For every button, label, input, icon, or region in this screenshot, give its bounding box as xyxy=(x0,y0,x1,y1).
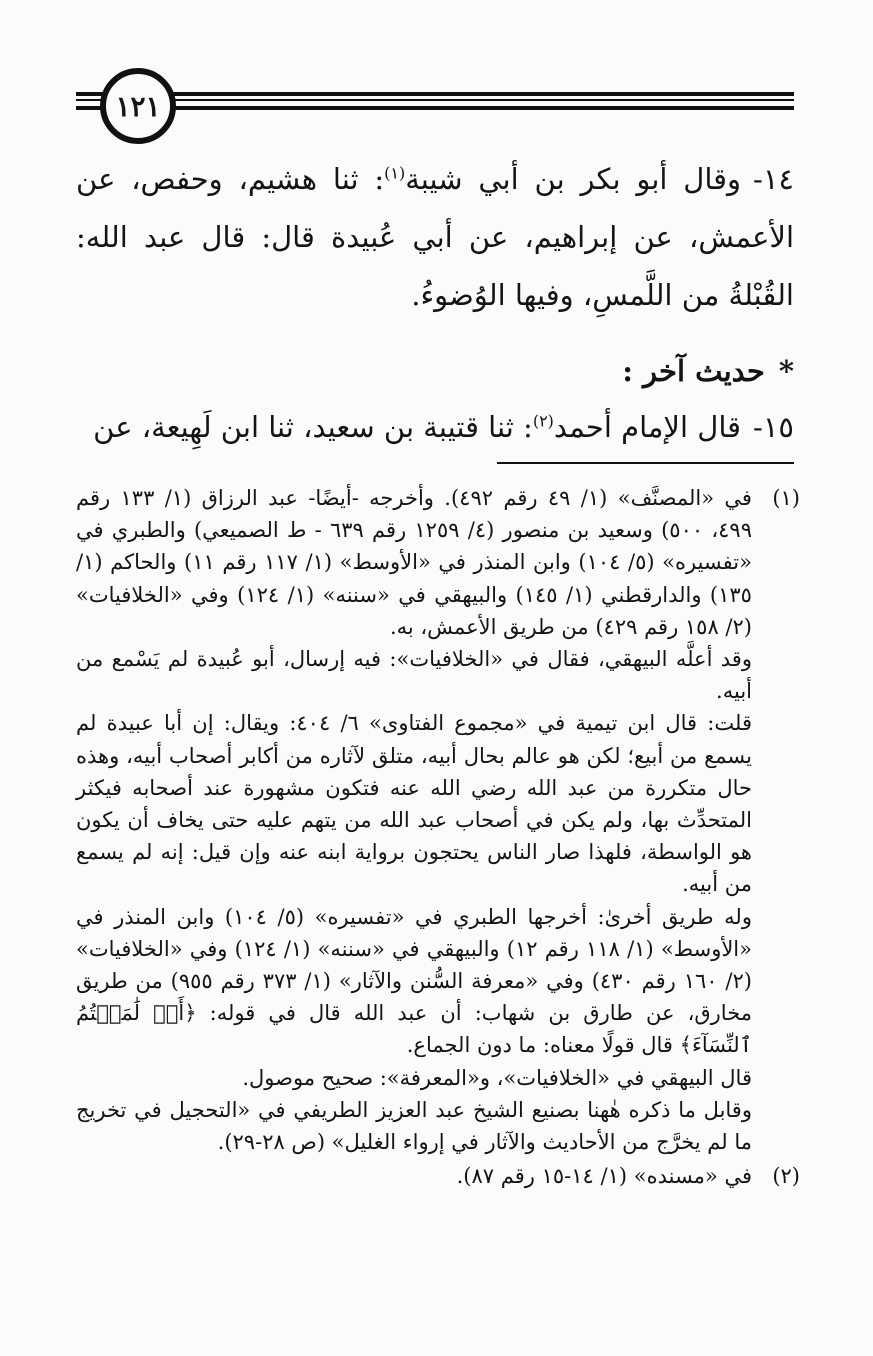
footnote-separator xyxy=(497,462,794,464)
main-text xyxy=(76,150,794,456)
paragraph-text: : ثنا هشيم، وحفص، عن الأعمش، عن إبراهيم، عن أبي عُبيدة قال: قال عبد الله: القُبْلةُ من اللَّمسِ، وفيها الوُضوءُ. xyxy=(76,162,794,312)
page-header xyxy=(0,0,873,140)
paragraph-number: ١٥- xyxy=(753,410,794,444)
footnote-2 xyxy=(76,1160,800,1192)
footnote-paragraph: وله طريق أخرىٰ: أخرجها الطبري في «تفسيره» (٥/ ١٠٤) وابن المنذر في «الأوسط» (١/ ١١٨ رقم ١٢) والبيهقي في «سننه» (١/ ١٢٤) وفي «الخلافيات» (٢/ ١٦٠ رقم ٤٣٠) وفي «معرفة السُّنن والآثار» (١/ ٣٧٣ رقم ٩٥٥) من طريق مخارق، عن طارق بن شهاب: أن عبد الله قال في قوله: ﴿أَوۡ لَٰمَسۡتُمُ ٱلنِّسَآءَ﴾ قال قولًا معناه: ما دون الجماع. xyxy=(76,904,752,1058)
footnote-paragraph: في «المصنَّف» (١/ ٤٩ رقم ٤٩٢). وأخرجه -أيضًا- عبد الرزاق (١/ ١٣٣ رقم ٤٩٩، ٥٠٠) وسعيد بن منصور (٤/ ١٢٥٩ رقم ٦٣٩ - ط الصميعي) والطبري في «تفسيره» (٥/ ١٠٤) وابن المنذر في «الأوسط» (١/ ١١٧ رقم ١١) والحاكم (١/ ١٣٥) والدارقطني (١/ ١٤٥) والبيهقي في «سننه» (١/ ١٢٤) وفي «الخلافيات» (٢/ ١٥٨ رقم ٤٢٩) من طريق الأعمش، به. xyxy=(76,486,752,639)
footnote-body xyxy=(76,482,752,643)
footnote-paragraph: قال البيهقي في «الخلافيات»، و«المعرفة»: صحيح موصول. xyxy=(242,1065,752,1090)
footnote-ref: (٢) xyxy=(532,411,554,431)
footnote-paragraph: وقد أعلَّه البيهقي، فقال في «الخلافيات»: فيه إرسال، أبو عُبيدة لم يَسْمع من أبيه. xyxy=(76,647,752,704)
footnote-paragraph: في «مسنده» (١/ ١٤-١٥ رقم ٨٧). xyxy=(456,1164,752,1189)
paragraph-14 xyxy=(76,150,794,324)
footnotes xyxy=(76,482,800,1192)
footnote-marker: (١) xyxy=(772,486,800,510)
header-rule-middle xyxy=(76,99,794,101)
footnote-marker: (٢) xyxy=(772,1164,800,1189)
footnote-body xyxy=(76,1160,752,1192)
section-heading xyxy=(76,344,794,398)
paragraph-text: : ثنا قتيبة بن سعيد، ثنا ابن لَهِيعة، عن xyxy=(93,410,533,444)
header-rule-bottom xyxy=(76,106,794,110)
footnote-paragraph: قلت: قال ابن تيمية في «مجموع الفتاوى» ٦/ ٤٠٤: ويقال: إن أبا عبيدة لم يسمع من أبيع؛ لكن هو عالم بحال أبيه، متلق لآثاره من أكابر أصحاب أبيه، وهذه حال متكررة من عبد الله رضي الله عنه فتكون مشهورة عند أصحابه فيكثر المتحدِّث بها، ولم يكن في أصحاب عبد الله من يتهم عليه حتى يخاف أن يكون هو الواسطة، فلهذا صار الناس يحتجون برواية ابنه عنه وإن قيل: إنه لم يسمع من أبيه. xyxy=(76,711,752,897)
page-number: ١٢١ xyxy=(100,68,176,144)
paragraph-text: قال الإمام أحمد xyxy=(553,410,742,444)
footnote-ref: (١) xyxy=(384,163,406,183)
paragraph-text: وقال أبو بكر بن أبي شيبة xyxy=(405,162,742,196)
star-icon: * xyxy=(778,354,794,388)
footnote-paragraph: وقابل ما ذكره هٰهنا بصنيع الشيخ عبد العزيز الطريفي في «التحجيل في تخريج ما لم يخرَّج من الأحاديث والآثار في إرواء الغليل» (ص ٢٨-٢٩). xyxy=(76,1097,752,1155)
paragraph-number: ١٤- xyxy=(753,162,795,196)
paragraph-15 xyxy=(76,398,794,456)
footnote-1 xyxy=(76,482,800,643)
heading-text: حديث آخر : xyxy=(622,354,765,388)
header-rule-top xyxy=(76,92,794,96)
